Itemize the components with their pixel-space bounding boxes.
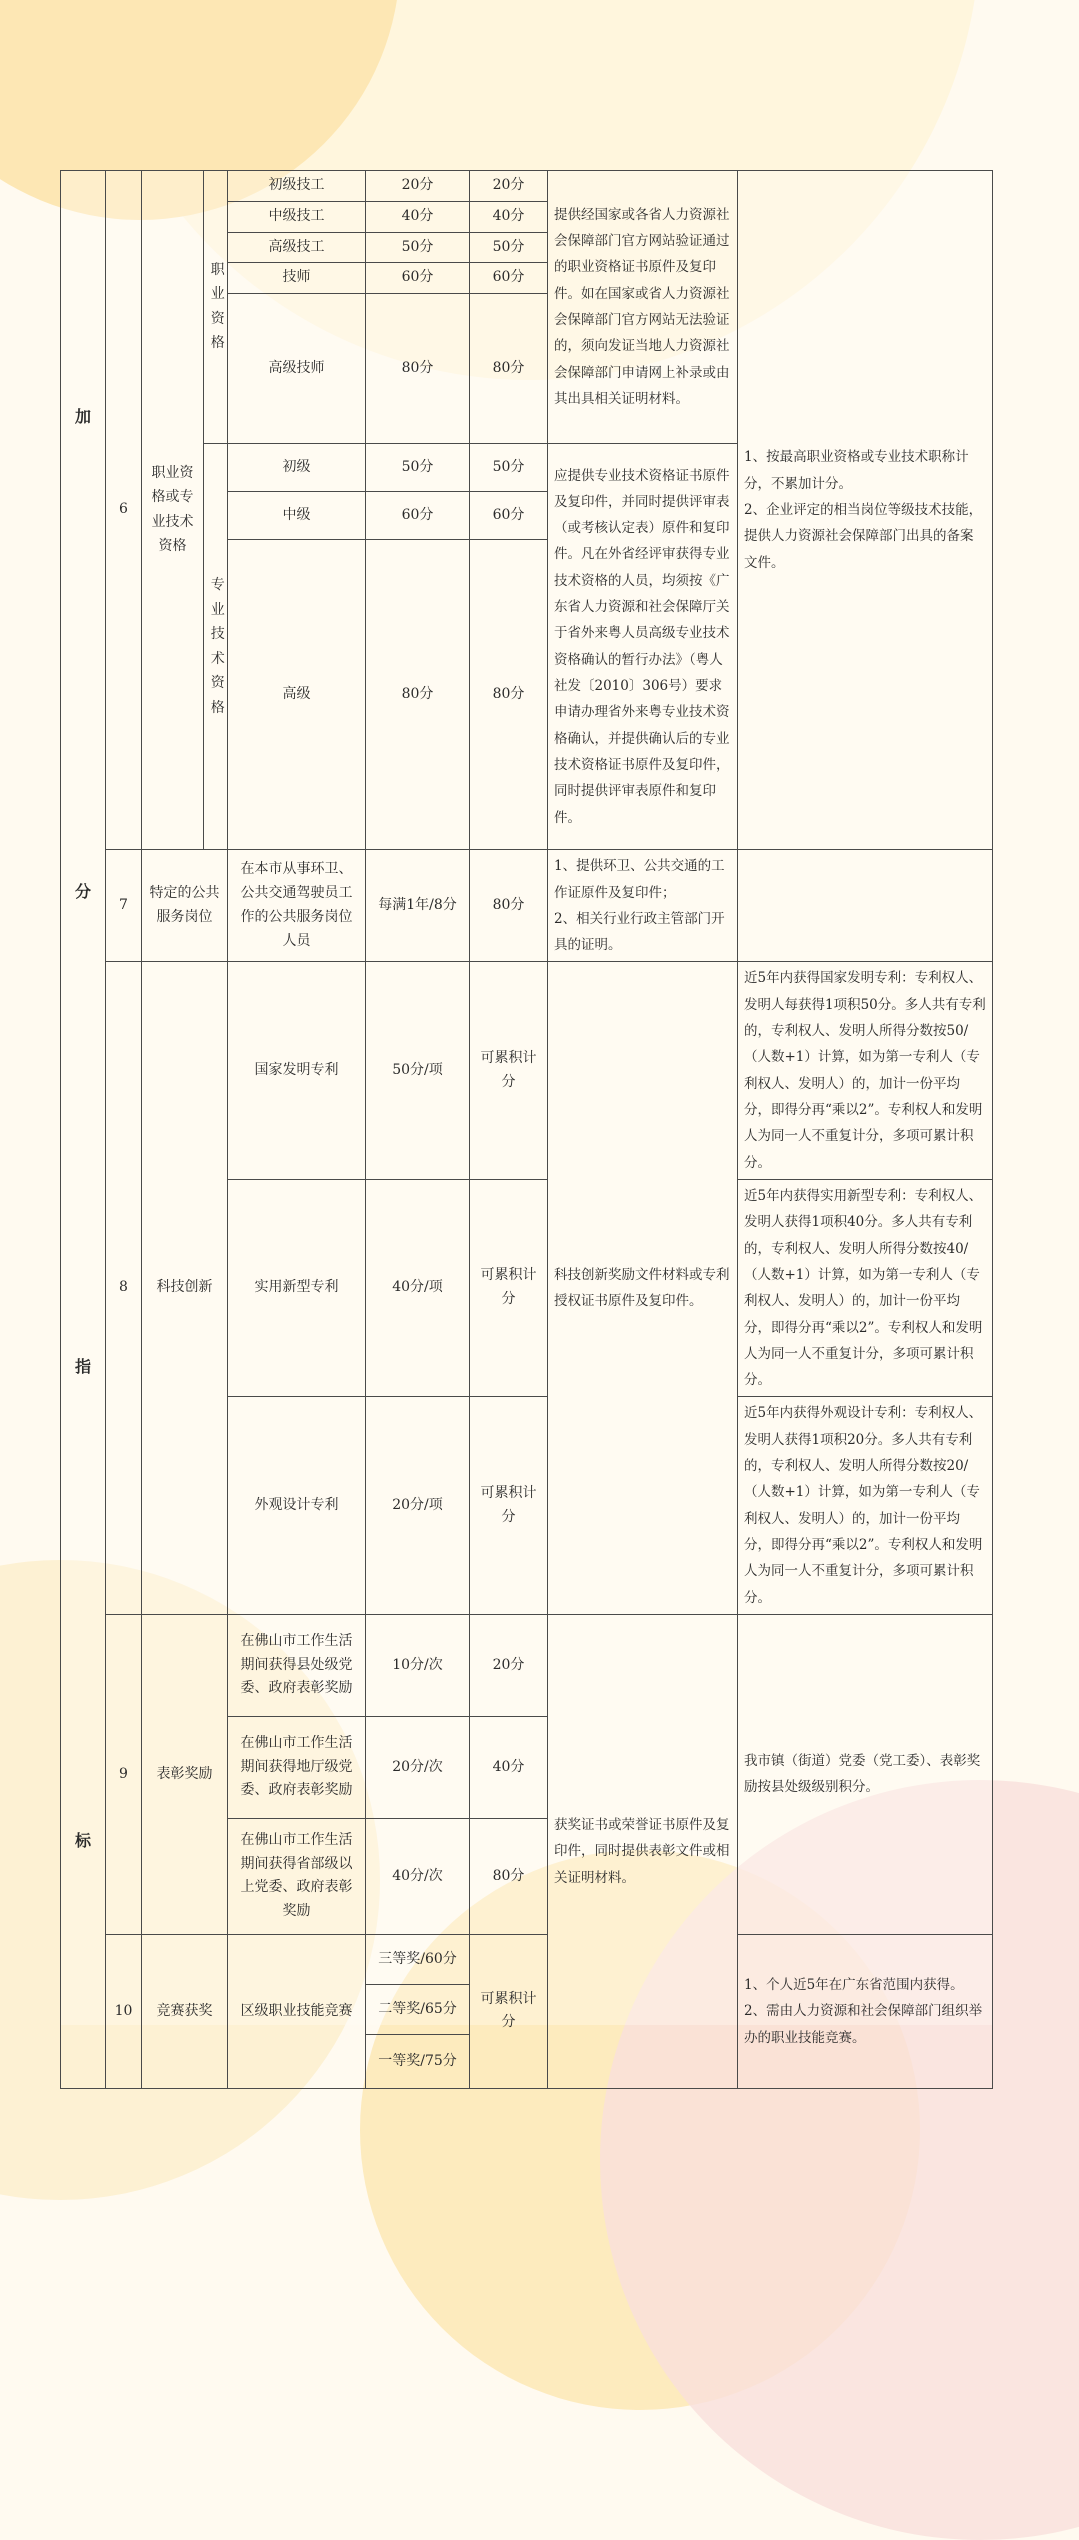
patent-max: 可累积计分 — [470, 962, 548, 1180]
level-max: 50分 — [470, 232, 548, 263]
level-name: 初级技工 — [228, 171, 366, 202]
level-name: 高级技工 — [228, 232, 366, 263]
patent-type: 实用新型专利 — [228, 1179, 366, 1397]
material-cell: 获奖证书或荣誉证书原件及复印件，同时提供表彰文件或相关证明材料。 — [548, 1614, 738, 2088]
item-name: 特定的公共服务岗位 — [142, 850, 228, 962]
category-char: 指 — [74, 1356, 91, 1376]
item-detail: 在本市从事环卫、公共交通驾驶员工作的公共服务岗位人员 — [228, 850, 366, 962]
level-score: 80分 — [366, 294, 470, 444]
scoring-table-sheet — [60, 170, 992, 2069]
remark-cell: 近5年内获得外观设计专利：专利权人、发明人获得1项积20分。多人共有专利的，专利权人、发明人所得分数按20/（人数+1）计算，如为第一专利人（专利权人、发明人）的，加计一份平均分，即得分再“乘以2”。专利权人和发明人为同一人不重复计分，多项可累计积分。 — [738, 1397, 993, 1615]
row-number: 10 — [106, 1934, 142, 2088]
category-cell — [61, 171, 106, 2089]
patent-type: 外观设计专利 — [228, 1397, 366, 1615]
prize-score: 二等奖/65分 — [366, 1984, 470, 2034]
level-score: 50分 — [366, 232, 470, 263]
table-row — [61, 1614, 993, 1716]
level-name: 高级技师 — [228, 294, 366, 444]
prize-score: 一等奖/75分 — [366, 2034, 470, 2088]
award-max: 40分 — [470, 1716, 548, 1818]
patent-score: 50分/项 — [366, 962, 470, 1180]
item-name: 表彰奖励 — [142, 1614, 228, 1934]
patent-type: 国家发明专利 — [228, 962, 366, 1180]
level-max: 80分 — [470, 540, 548, 850]
remark-cell: 近5年内获得国家发明专利：专利权人、发明人每获得1项积50分。多人共有专利的，专利权人、发明人所得分数按50/（人数+1）计算，如为第一专利人（专利权人、发明人）的，加计一份平均分，即得分再“乘以2”。专利权人和发明人为同一人不重复计分，多项可累计积分。 — [738, 962, 993, 1180]
level-max: 20分 — [470, 171, 548, 202]
patent-score: 20分/项 — [366, 1397, 470, 1615]
material-cell: 应提供专业技术资格证书原件及复印件，并同时提供评审表（或考核认定表）原件和复印件。凡在外省经评审获得专业技术资格的人员，均须按《广东省人力资源和社会保障厅关于省外来粤人员高级专业技术资格确认的暂行办法》（粤人社发〔2010〕306号）要求申请办理省外来粤专业技术资格确认，并提供确认后的专业技术资格证书原件及复印件，同时提供评审表原件和复印件。 — [548, 444, 738, 850]
award-level: 在佛山市工作生活期间获得县处级党委、政府表彰奖励 — [228, 1614, 366, 1716]
level-score: 20分 — [366, 171, 470, 202]
item-score: 每满1年/8分 — [366, 850, 470, 962]
prize-score: 三等奖/60分 — [366, 1934, 470, 1984]
award-score: 40分/次 — [366, 1818, 470, 1934]
level-score: 80分 — [366, 540, 470, 850]
item-name: 竞赛获奖 — [142, 1934, 228, 2088]
competition-name: 区级职业技能竞赛 — [228, 1934, 366, 2088]
remark-cell: 近5年内获得实用新型专利：专利权人、发明人获得1项积40分。多人共有专利的，专利权人、发明人所得分数按40/（人数+1）计算，如为第一专利人（专利权人、发明人）的，加计一份平均分，即得分再“乘以2”。专利权人和发明人为同一人不重复计分，多项可累计积分。 — [738, 1179, 993, 1397]
patent-score: 40分/项 — [366, 1179, 470, 1397]
item-max: 80分 — [470, 850, 548, 962]
remark-cell — [738, 850, 993, 962]
level-name: 中级技工 — [228, 201, 366, 232]
level-max: 60分 — [470, 263, 548, 294]
material-cell: 提供经国家或各省人力资源社会保障部门官方网站验证通过的职业资格证书原件及复印件。如在国家或省人力资源社会保障部门官方网站无法验证的，须向发证当地人力资源社会保障部门申请网上补录或由其出具相关证明材料。 — [548, 171, 738, 444]
award-score: 20分/次 — [366, 1716, 470, 1818]
level-name: 中级 — [228, 492, 366, 540]
level-score: 50分 — [366, 444, 470, 492]
category-char: 分 — [74, 882, 91, 902]
prize-max: 可累积计分 — [470, 1934, 548, 2088]
level-score: 40分 — [366, 201, 470, 232]
row-number: 6 — [106, 171, 142, 850]
level-score: 60分 — [366, 263, 470, 294]
remark-cell: 我市镇（街道）党委（党工委）、表彰奖励按县处级级别积分。 — [738, 1614, 993, 1934]
award-score: 10分/次 — [366, 1614, 470, 1716]
table-row — [61, 171, 993, 202]
award-level: 在佛山市工作生活期间获得地厅级党委、政府表彰奖励 — [228, 1716, 366, 1818]
material-cell: 科技创新奖励文件材料或专利授权证书原件及复印件。 — [548, 962, 738, 1615]
table-row — [61, 962, 993, 1180]
award-max: 20分 — [470, 1614, 548, 1716]
remark-cell: 1、按最高职业资格或专业技术职称计分，不累加计分。 2、企业评定的相当岗位等级技术技能，提供人力资源社会保障部门出具的备案文件。 — [738, 171, 993, 850]
level-max: 60分 — [470, 492, 548, 540]
material-cell: 1、提供环卫、公共交通的工作证原件及复印件； 2、相关行业行政主管部门开具的证明。 — [548, 850, 738, 962]
row-number: 9 — [106, 1614, 142, 1934]
item-name: 职业资格或专业技术资格 — [142, 171, 204, 850]
level-name: 高级 — [228, 540, 366, 850]
level-name: 初级 — [228, 444, 366, 492]
category-char: 标 — [74, 1831, 91, 1851]
table-row — [61, 850, 993, 962]
category-char: 加 — [74, 407, 91, 427]
patent-max: 可累积计分 — [470, 1397, 548, 1615]
row-number: 7 — [106, 850, 142, 962]
item-name: 科技创新 — [142, 962, 228, 1615]
level-max: 40分 — [470, 201, 548, 232]
patent-max: 可累积计分 — [470, 1179, 548, 1397]
level-max: 80分 — [470, 294, 548, 444]
remark-cell: 1、个人近5年在广东省范围内获得。 2、需由人力资源和社会保障部门组织举办的职业技能竞赛。 — [738, 1934, 993, 2088]
level-name: 技师 — [228, 263, 366, 294]
bonus-points-table — [60, 170, 993, 2089]
row-number: 8 — [106, 962, 142, 1615]
table-row — [61, 1934, 993, 1984]
level-max: 50分 — [470, 444, 548, 492]
award-level: 在佛山市工作生活期间获得省部级以上党委、政府表彰奖励 — [228, 1818, 366, 1934]
sub-category: 专业技术资格 — [204, 444, 228, 850]
award-max: 80分 — [470, 1818, 548, 1934]
sub-category: 职业资格 — [204, 171, 228, 444]
level-score: 60分 — [366, 492, 470, 540]
